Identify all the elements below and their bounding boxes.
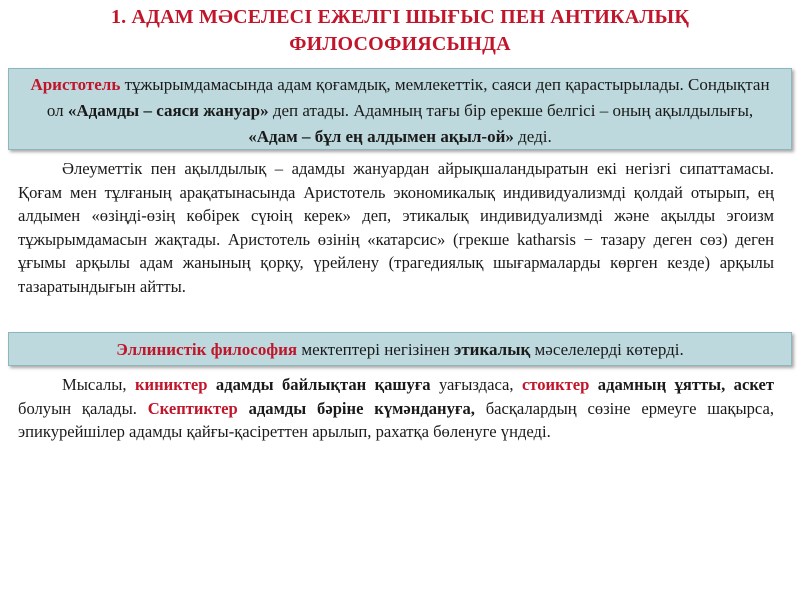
stoics-teaching: адамның ұятты, аскет — [589, 375, 774, 394]
stoics-term: стоиктер — [521, 375, 590, 394]
aristotle-summary-box — [8, 68, 792, 150]
hellenistic-box — [8, 332, 792, 366]
box1-text-2: деп атады. Адамның тағы бір ерекше белгісі – оның ақылдылығы, — [268, 101, 754, 120]
reason-quote: «Адам – бұл ең алдымен ақыл-ой» — [248, 127, 514, 146]
para2-text-3: болуын қалады. — [18, 398, 148, 418]
ethical-term: этикалық — [453, 340, 531, 359]
box2-text-1: мектептері негізінен — [297, 340, 454, 359]
skeptics-teaching: адамды бәріне күмәндануға, — [237, 398, 475, 418]
cynics-term: киниктер — [134, 375, 208, 394]
box2-text-2: мәселелерді көтерді. — [530, 340, 684, 359]
para2-text-4: басқалардың сөзіне ермеуге шақырса, эпикурейшілер адамды қайғы-қасіреттен арылып, рахатқа бөленуге үндеді. — [18, 398, 774, 442]
schools-paragraph — [18, 373, 774, 444]
aristotle-name: Аристотель — [30, 75, 121, 94]
para2-text-2: уағыздаса, — [430, 375, 522, 394]
page-title: 1. АДАМ МӘСЕЛЕСІ ЕЖЕЛГІ ШЫҒЫС ПЕН АНТИКАЛЫҚ ФИЛОСОФИЯСЫНДА — [110, 6, 690, 55]
skeptics-term: Скептиктер — [147, 398, 238, 418]
box1-text-3: деді. — [513, 127, 552, 146]
social-reason-paragraph: Әлеуметтік пен ақылдылық – адамды жануардан айрықшаландыратын екі негізгі сипаттамасы. Қоғам мен тұлғаның арақатынасында Аристотель экономикалық индивидуализмді қолдай отырып, ең алдымен «өзіңді-өзің көбірек сүюің керек» деп, этикалық индивидуализмді және ақылды эгоизм тұжырымдамасын жақтады. Аристотель өзінің «катарсис» (грекше katharsis − тазару деген сөз) деген ұғымы арқылы адам жанының қорқу, үрейлену (трагедиялық шығармаларды көрген кезде) арқылы тазаратындығын айтты. — [18, 159, 774, 296]
box1-text-1: тұжырымдамасында адам қоғамдық, мемлекеттік, саяси деп қарастырылады. Сондықтан ол — [46, 75, 770, 120]
political-animal-quote: «Адамды – саяси жануар» — [67, 101, 269, 120]
hellenistic-philosophy-term: Эллинистік философия — [116, 340, 298, 359]
cynics-teaching: адамды байлықтан қашуға — [207, 375, 431, 394]
para2-text-1: Мысалы, — [62, 375, 135, 394]
